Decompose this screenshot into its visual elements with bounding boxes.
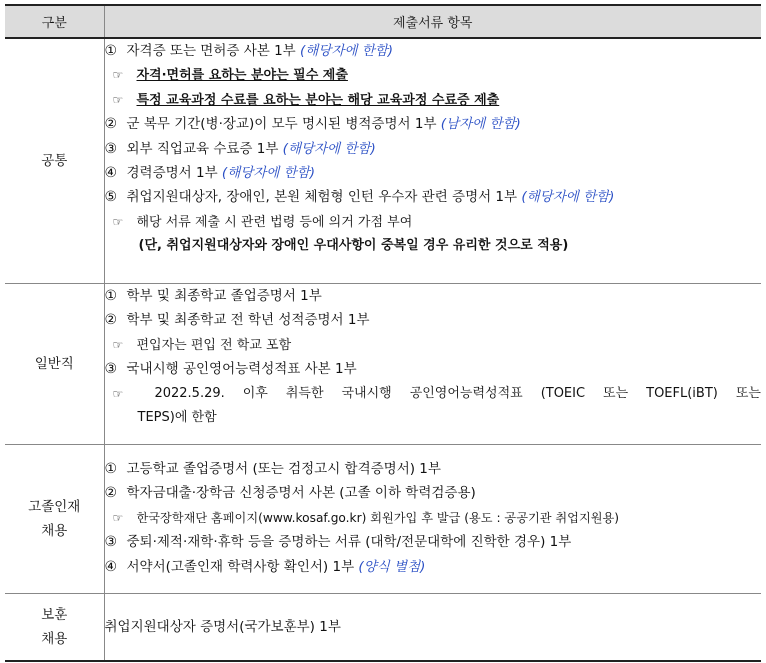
- list-note: (단, 취업지원대상자와 장애인 우대사항이 중복일 경우 유리한 것으로 적용): [138, 238, 569, 254]
- list-item: ④ 서약서(고졸인재 학력사항 확인서) 1부 (양식 별첨): [104, 558, 426, 575]
- category-label: 고졸인재 채용: [5, 445, 104, 594]
- list-subitem: ☞ 자격·면허를 요하는 분야는 필수 제출: [105, 63, 762, 87]
- header-items: 제출서류 항목: [104, 5, 761, 38]
- table-header-row: [5, 5, 761, 38]
- list-item: ② 학부 및 최종학교 전 학년 성적증명서 1부: [104, 312, 370, 329]
- pointing-hand-icon: ☞: [112, 510, 124, 525]
- section-common: [5, 38, 761, 284]
- list-item: 취업지원대상자 증명서(국가보훈부) 1부: [104, 618, 341, 635]
- list-item: ③ 외부 직업교육 수료증 1부 (해당자에 한함): [104, 140, 376, 157]
- list-item: ③ 중퇴·제적·재학·휴학 등을 증명하는 서류 (대학/전문대학에 진학한 경우) 1부: [104, 534, 572, 551]
- list-continuation: TEPS)에 한함: [137, 409, 217, 425]
- list-subitem: ☞ 해당 서류 제출 시 관련 법령 등에 의거 가점 부여: [105, 210, 762, 234]
- list-subitem: ☞ 특정 교육과정 수료를 요하는 분야는 해당 교육과정 수료증 제출: [105, 88, 762, 112]
- list-subitem: ☞ 2022.5.29. 이후 취득한 국내시행 공인영어능력성적표 (TOEIC 또는 TOEFL(iBT) 또는: [105, 382, 762, 406]
- list-item: ③ 국내시행 공인영어능력성적표 사본 1부: [104, 361, 357, 378]
- pointing-hand-icon: ☞: [112, 68, 124, 83]
- category-label: 보훈 채용: [5, 594, 104, 662]
- list-item: ① 자격증 또는 면허증 사본 1부 (해당자에 한함): [104, 43, 394, 59]
- list-subitem: ☞ 편입자는 편입 전 학교 포함: [105, 333, 762, 357]
- documents-table: [5, 4, 761, 662]
- section-items: [104, 38, 761, 284]
- section-items: [104, 284, 761, 445]
- pointing-hand-icon: ☞: [112, 92, 124, 107]
- section-items: [104, 594, 761, 662]
- pointing-hand-icon: ☞: [112, 386, 124, 401]
- category-label: 공통: [5, 38, 104, 284]
- pointing-hand-icon: ☞: [112, 337, 124, 352]
- section-veterans: [5, 594, 761, 662]
- pointing-hand-icon: ☞: [112, 214, 124, 229]
- list-subitem: ☞ 한국장학재단 홈페이지(www.kosaf.go.kr) 회원가입 후 발급 (용도 : 공공기관 취업지원용): [105, 506, 762, 530]
- list-item: ⑤ 취업지원대상자, 장애인, 본원 체험형 인턴 우수자 관련 증명서 1부 (해당자에 한함): [104, 189, 615, 206]
- list-item: ② 학자금대출·장학금 신청증명서 사본 (고졸 이하 학력검증용): [104, 485, 476, 502]
- list-item: ④ 경력증명서 1부 (해당자에 한함): [104, 164, 315, 181]
- category-label: 일반직: [5, 284, 104, 445]
- list-item: ① 학부 및 최종학교 졸업증명서 1부: [104, 288, 322, 304]
- list-item: ① 고등학교 졸업증명서 (또는 검정고시 합격증명서) 1부: [104, 461, 441, 477]
- list-item: ② 군 복무 기간(병·장교)이 모두 명시된 병적증명서 1부 (남자에 한함): [104, 116, 521, 133]
- header-category: 구분: [5, 5, 104, 38]
- section-items: [104, 445, 761, 594]
- section-general: [5, 284, 761, 445]
- section-highschool: [5, 445, 761, 594]
